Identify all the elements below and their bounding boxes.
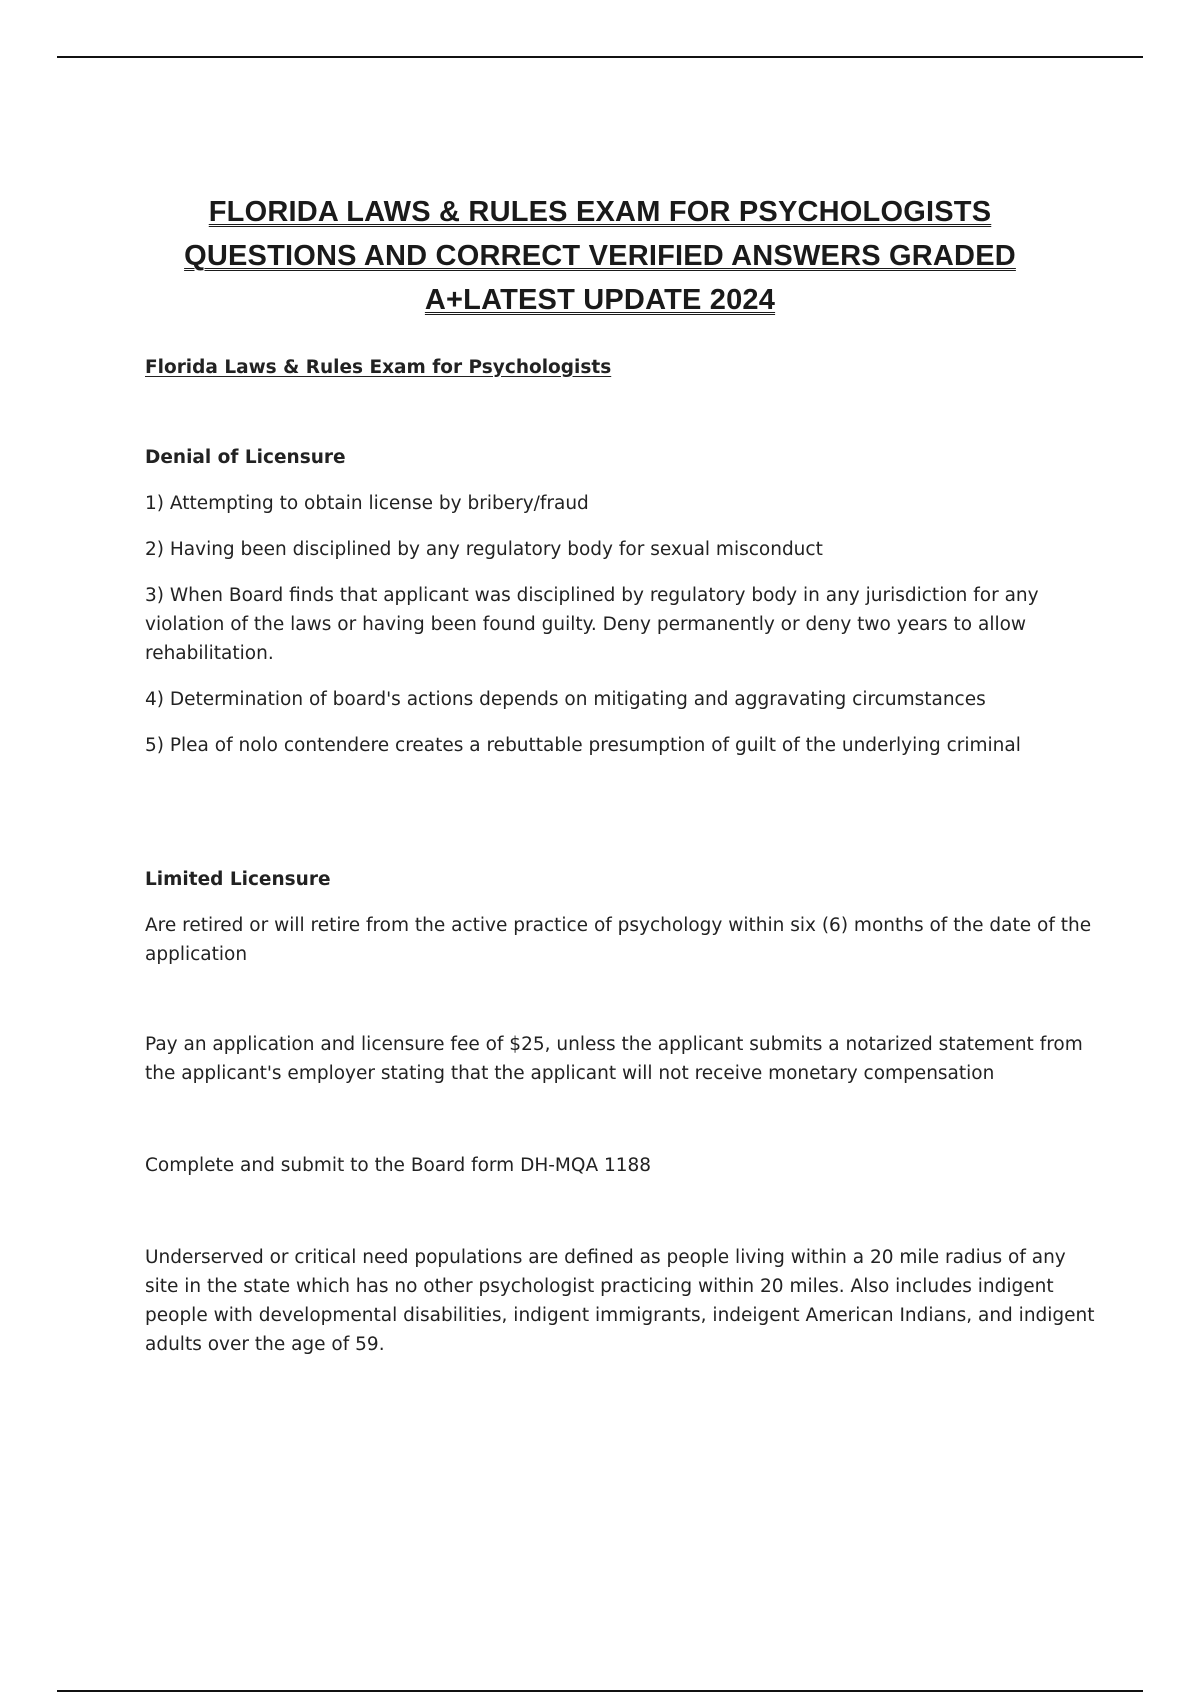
- document-subtitle: Florida Laws & Rules Exam for Psychologists: [145, 356, 612, 378]
- section-heading-denial: Denial of Licensure: [145, 446, 346, 468]
- paragraph: Are retired or will retire from the active practice of psychology within six (6) months of the date of the application: [145, 914, 1092, 965]
- title-line-2: QUESTIONS AND CORRECT VERIFIED ANSWERS GRADED: [184, 240, 1016, 272]
- title-line-1: FLORIDA LAWS & RULES EXAM FOR PSYCHOLOGISTS: [208, 196, 992, 228]
- list-item: 5) Plea of nolo contendere creates a rebuttable presumption of guilt of the underlying criminal: [145, 734, 1021, 756]
- section-heading-limited: Limited Licensure: [145, 868, 331, 890]
- list-item: 2) Having been disciplined by any regulatory body for sexual misconduct: [145, 538, 823, 560]
- top-divider: [57, 56, 1143, 58]
- title-line-3: A+LATEST UPDATE 2024: [424, 284, 776, 316]
- paragraph: Underserved or critical need populations are defined as people living within a 20 mile radius of any site in the state which has no other psychologist practicing within 20 miles. Also includes indigent people with developmental disabilities, indigent immigrants, indeigent American Indians, and indigent adults over the age of 59.: [145, 1246, 1095, 1355]
- document-title: [100, 190, 1100, 322]
- bottom-divider: [57, 1690, 1143, 1692]
- list-item: 3) When Board finds that applicant was disciplined by regulatory body in any jurisdiction for any violation of the laws or having been found guilty. Deny permanently or deny two years to allow rehabilitation.: [145, 584, 1039, 664]
- list-item: 1) Attempting to obtain license by bribery/fraud: [145, 492, 589, 514]
- paragraph: Complete and submit to the Board form DH-MQA 1188: [145, 1154, 652, 1176]
- paragraph: Pay an application and licensure fee of $25, unless the applicant submits a notarized statement from the applicant's employer stating that the applicant will not receive monetary compensation: [145, 1033, 1083, 1084]
- list-item: 4) Determination of board's actions depends on mitigating and aggravating circumstances: [145, 688, 986, 710]
